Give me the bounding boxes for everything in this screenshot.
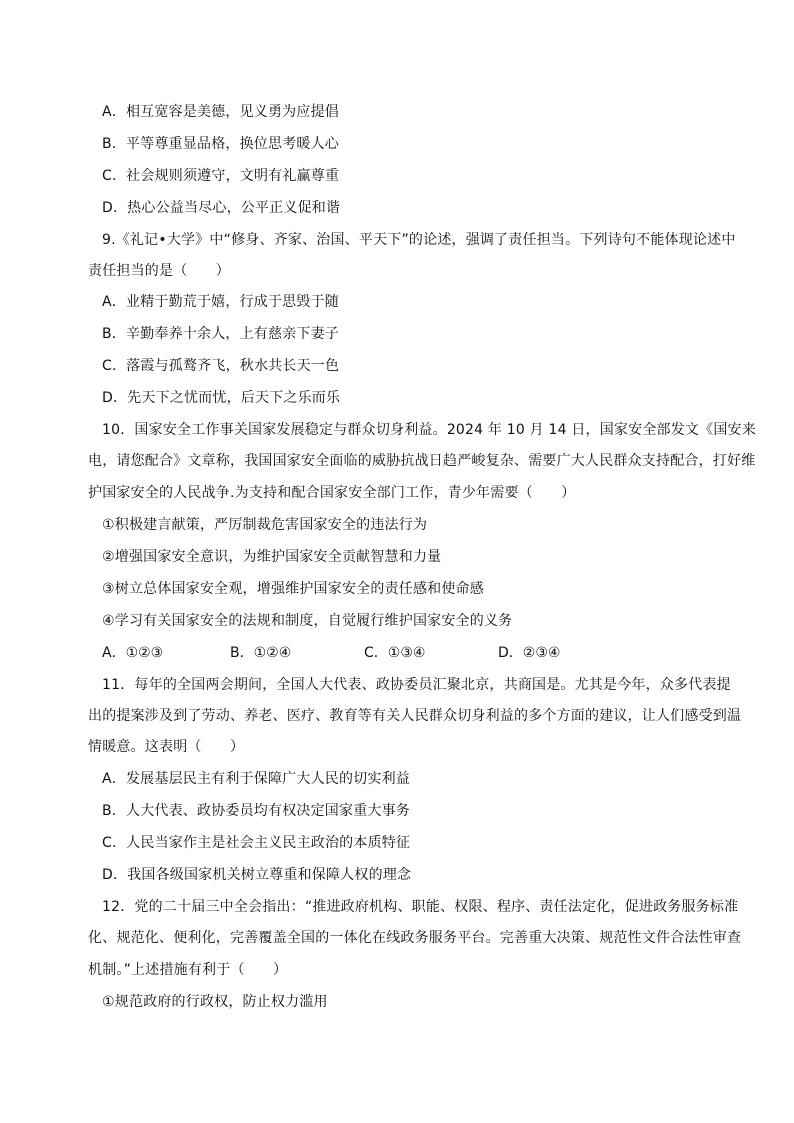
q10-choice-a: A．①②③ (102, 645, 164, 661)
q10-choice-b: B．①②④ (230, 645, 292, 661)
q12-stem-line1: 12．党的二十届三中全会指出：“推进政府机构、职能、权限、程序、责任法定化，促进政务服务标准 (102, 899, 739, 915)
q9-stem-line1: 9.《礼记•大学》中“修身、齐家、治国、平天下”的论述，强调了责任担当。下列诗句不能体现论述中 (102, 232, 736, 248)
q10-item-1: ①积极建言献策，严厉制裁危害国家安全的违法行为 (102, 517, 428, 533)
q12-stem-line2: 化、规范化、便利化，完善覆盖全国的一体化在线政务服务平台。完善重大决策、规范性文件合法性审查 (88, 930, 742, 946)
q10-item-4: ④学习有关国家安全的法规和制度，自觉履行维护国家安全的义务 (102, 613, 513, 629)
q8-option-d: D．热心公益当尽心，公平正义促和谐 (102, 200, 341, 216)
q11-option-b: B．人大代表、政协委员均有权决定国家重大事务 (102, 803, 411, 819)
q11-stem-line1: 11．每年的全国两会期间，全国人大代表、政协委员汇聚北京，共商国是。尤其是今年，众多代表提 (102, 677, 731, 693)
q8-option-b: B．平等尊重显品格，换位思考暖人心 (102, 136, 340, 152)
q11-option-a: A．发展基层民主有利于保障广大人民的切实利益 (102, 771, 410, 787)
q10-choice-d: D．②③④ (498, 645, 561, 661)
q12-item-1: ①规范政府的行政权，防止权力滥用 (102, 994, 328, 1010)
q11-stem-line2: 出的提案涉及到了劳动、养老、医疗、教育等有关人民群众切身利益的多个方面的建议，让人们感受到温 (88, 708, 742, 724)
q9-option-c: C．落霞与孤鹜齐飞，秋水共长天一色 (102, 358, 340, 374)
q11-stem-line3: 情暖意。这表明（ ） (88, 739, 245, 755)
q11-option-d: D．我国各级国家机关树立尊重和保障人权的理念 (102, 867, 412, 883)
q9-option-d: D．先天下之忧而忧，后天下之乐而乐 (102, 390, 341, 406)
q8-option-a: A．相互宽容是美德，见义勇为应提倡 (102, 104, 339, 120)
q10-stem-line3: 护国家安全的人民战争.为支持和配合国家安全部门工作，青少年需要（ ） (88, 485, 576, 501)
q10-item-3: ③树立总体国家安全观，增强维护国家安全的责任感和使命感 (102, 581, 484, 597)
q10-stem-line2: 电，请您配合》文章称，我国国家安全面临的威胁抗战日趋严峻复杂、需要广大人民群众支持配合，打好维 (88, 453, 756, 469)
q9-option-b: B．辛勤奉养十余人，上有慈亲下妻子 (102, 326, 340, 342)
q12-stem-line3: 机制。”上述措施有利于（ ） (88, 962, 288, 978)
q9-option-a: A．业精于勤荒于嬉，行成于思毁于随 (102, 294, 339, 310)
q9-stem-line2: 责任担当的是（ ） (88, 263, 230, 279)
q10-item-2: ②增强国家安全意识，为维护国家安全贡献智慧和力量 (102, 549, 442, 565)
q8-option-c: C．社会规则须遵守，文明有礼赢尊重 (102, 168, 340, 184)
q10-stem-line1: 10．国家安全工作事关国家发展稳定与群众切身利益。2024 年 10 月 14 日，国家安全部发文《国安来 (102, 422, 756, 438)
q10-choice-c: C．①③④ (364, 645, 426, 661)
q11-option-c: C．人民当家作主是社会主义民主政治的本质特征 (102, 835, 411, 851)
q10-choices-row (102, 643, 560, 663)
